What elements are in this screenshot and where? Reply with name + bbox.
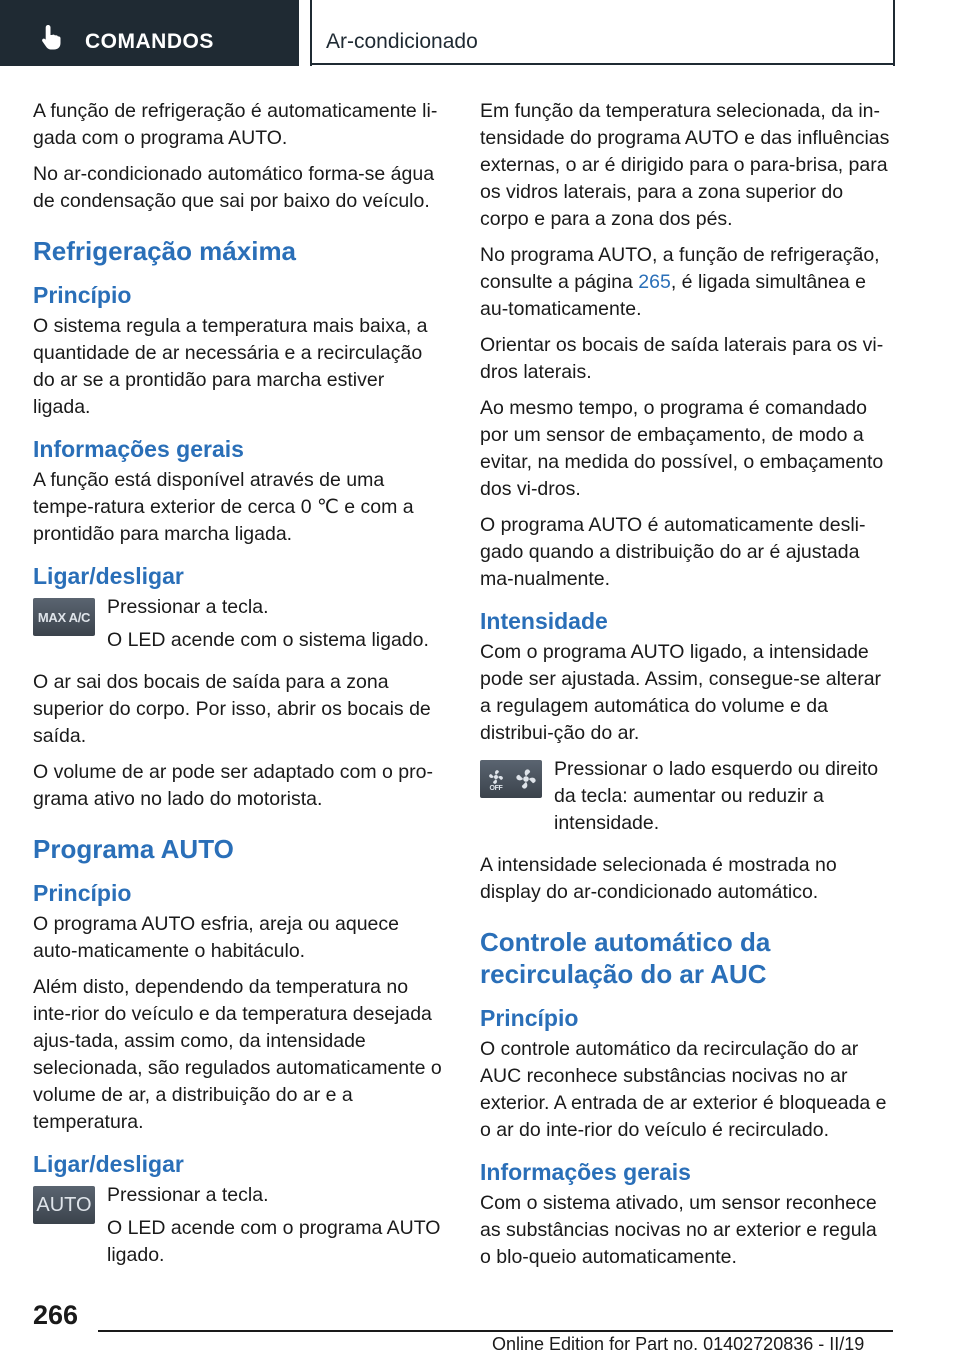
paragraph: Em função da temperatura selecionada, da in-tensidade do programa AUTO e das influências externas, o ar é dirigido para o para-brisa, para os vidros laterais, para a zona superior do corpo e para a zona dos pés. bbox=[480, 100, 890, 230]
header-divider-right bbox=[893, 0, 895, 66]
max-ac-instruction bbox=[33, 594, 445, 660]
header-underline bbox=[310, 63, 895, 65]
paragraph: A intensidade selecionada é mostrada no display do ar-condicionado automático. bbox=[480, 854, 837, 903]
header-divider bbox=[310, 0, 312, 66]
page-link[interactable]: 265 bbox=[638, 271, 671, 293]
heading-auc: Controle automático da recirculação do ar AUC bbox=[480, 927, 771, 989]
chapter-title: COMANDOS bbox=[85, 30, 214, 53]
fan-button-icon bbox=[480, 760, 542, 798]
fan-icon bbox=[484, 766, 538, 792]
subheading-general-info: Informações gerais bbox=[33, 436, 244, 462]
footer-rule bbox=[98, 1330, 893, 1332]
hand-pointer-icon bbox=[38, 23, 66, 51]
paragraph: Pressionar o lado esquerdo ou direito da tecla: aumentar ou reduzir a intensidade. bbox=[554, 758, 879, 834]
right-column bbox=[480, 98, 892, 1280]
paragraph: Pressionar a tecla. bbox=[107, 1184, 269, 1206]
paragraph: O ar sai dos bocais de saída para a zona superior do corpo. Por isso, abrir os bocais de saída. bbox=[33, 671, 431, 747]
subheading-general-info: Informações gerais bbox=[480, 1159, 691, 1185]
heading-auto-program: Programa AUTO bbox=[33, 834, 234, 864]
chapter-tab bbox=[0, 0, 299, 66]
paragraph: O LED acende com o sistema ligado. bbox=[107, 629, 429, 651]
page-header bbox=[0, 0, 960, 66]
subheading-principle: Princípio bbox=[480, 1005, 579, 1031]
paragraph: O programa AUTO esfria, areja ou aquece auto-maticamente o habitáculo. bbox=[33, 913, 399, 962]
max-ac-button-icon: MAX A/C bbox=[33, 598, 95, 636]
paragraph: O volume de ar pode ser adaptado com o pro-grama ativo no lado do motorista. bbox=[33, 761, 433, 810]
auto-instruction bbox=[33, 1182, 445, 1275]
paragraph: No programa AUTO, a função de refrigeração, consulte a página 265, é ligada simultânea e au-tomaticamente. bbox=[480, 244, 880, 320]
paragraph: No ar-condicionado automático forma-se água de condensação que sai por baixo do veículo. bbox=[33, 163, 435, 212]
left-column bbox=[33, 98, 445, 1284]
paragraph: O controle automático da recirculação do ar AUC reconhece substâncias nocivas no ar exterior. A entrada de ar exterior é bloqueada e o ar do inte-rior do veículo é recirculado. bbox=[480, 1038, 887, 1141]
fan-instruction bbox=[480, 756, 892, 843]
subheading-on-off: Ligar/desligar bbox=[33, 1151, 184, 1177]
paragraph: O programa AUTO é automaticamente desli-gado quando a distribuição do ar é ajustada ma-nualmente. bbox=[480, 514, 866, 590]
subheading-on-off: Ligar/desligar bbox=[33, 563, 184, 589]
subheading-principle: Princípio bbox=[33, 880, 132, 906]
paragraph: O LED acende com o programa AUTO ligado. bbox=[107, 1217, 441, 1266]
paragraph: O sistema regula a temperatura mais baixa, a quantidade de ar necessária e a recirculação do ar se a prontidão para marcha estiver ligada. bbox=[33, 315, 428, 418]
paragraph: A função de refrigeração é automaticamente li-gada com o programa AUTO. bbox=[33, 100, 438, 149]
page-number: 266 bbox=[33, 1300, 79, 1330]
paragraph: Orientar os bocais de saída laterais para os vi-dros laterais. bbox=[480, 334, 884, 383]
paragraph: Além disto, dependendo da temperatura no inte-rior do veículo e da temperatura desejada ajus-tada, assim como, da intensidade selecionada, são regulados automaticamente o volume de ar, a distribuição do ar e a temperatura. bbox=[33, 976, 442, 1133]
section-title: Ar-condicionado bbox=[326, 30, 478, 53]
paragraph: Com o programa AUTO ligado, a intensidade pode ser ajustada. Assim, consegue-se alterar a regulagem automática do volume e da distribui-ção do ar. bbox=[480, 641, 882, 744]
auto-button-icon: AUTO bbox=[33, 1186, 95, 1224]
paragraph: Ao mesmo tempo, o programa é comandado por um sensor de embaçamento, de modo a evitar, na medida do possível, o embaçamento dos vi-dros. bbox=[480, 397, 884, 500]
subheading-principle: Princípio bbox=[33, 282, 132, 308]
paragraph: Pressionar a tecla. bbox=[107, 596, 269, 618]
heading-max-cooling: Refrigeração máxima bbox=[33, 236, 297, 266]
edition-note: Online Edition for Part no. 01402720836 - II/19 bbox=[492, 1334, 865, 1354]
subheading-intensity: Intensidade bbox=[480, 608, 608, 634]
paragraph: A função está disponível através de uma tempe-ratura exterior de cerca 0 ℃ e com a prontidão para marcha ligada. bbox=[33, 469, 414, 545]
svg-text:OFF: OFF bbox=[489, 785, 503, 792]
paragraph: Com o sistema ativado, um sensor reconhece as substâncias nocivas no ar exterior e regula o blo-queio automaticamente. bbox=[480, 1192, 877, 1268]
